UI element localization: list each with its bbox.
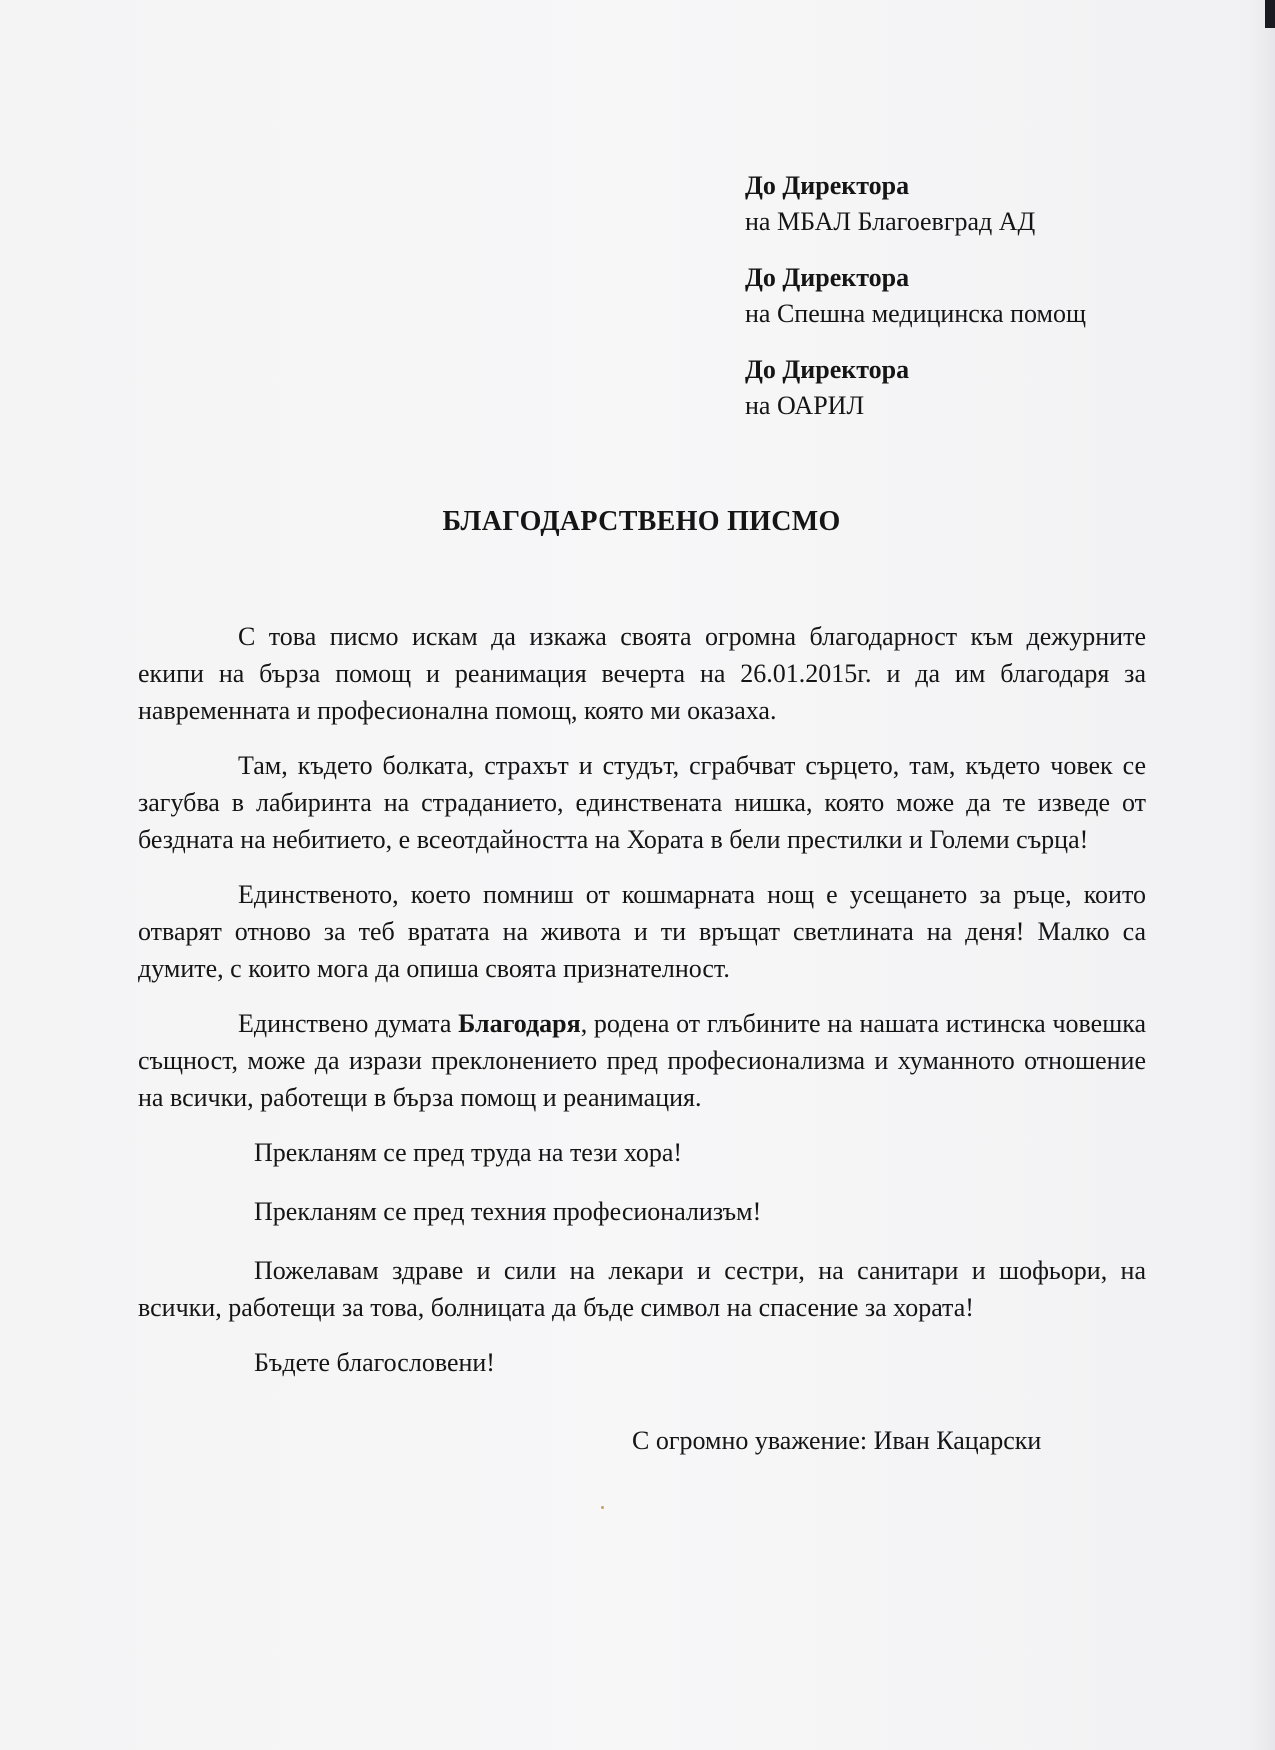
thanks-word: Благодаря — [458, 1009, 581, 1038]
signature: С огромно уважение: Иван Кацарски — [632, 1426, 1042, 1455]
addressee-org: на Спешна медицинска помощ — [745, 299, 1086, 328]
paragraph-pain: Там, където болката, страхът и студът, сграбчват сърцето, там, където човек се загубва в лабиринта на страданието, единствената нишка, която може да те изведе от бездната на небитието, е всеотдайността на Хората в бели престилки и Големи сърца! — [138, 751, 1146, 854]
paragraph-thanks-start: Единствено думата — [238, 1009, 459, 1038]
addressee-title: До Директора — [745, 355, 910, 384]
addressee-title: До Директора — [745, 171, 910, 200]
letter-heading-text: БЛАГОДАРСТВЕНО ПИСМО — [442, 506, 841, 537]
addressee-block — [745, 168, 1215, 444]
paragraph-thanks — [138, 1005, 1146, 1116]
addressee-org: на ОАРИЛ — [745, 391, 865, 420]
addressee-hospital — [745, 168, 1215, 240]
scan-edge — [1247, 0, 1275, 1750]
paragraph-gratitude: С това писмо искам да изкажа своята огромна благодарност към дежурните екипи на бърза помощ и реанимация вечерта на 26.01.2015г. и да им благодаря за навременната и професионална помощ, която ми оказаха. — [138, 622, 1146, 725]
letter-body — [138, 618, 1146, 1403]
paragraph-memory: Единственото, което помниш от кошмарната нощ е усещането за ръце, които отварят отново за теб вратата на живота и ти връщат светлината на деня! Малко са думите, с които мога да опиша своята признателност. — [138, 880, 1146, 983]
scan-speck — [601, 1506, 604, 1509]
paragraph-bow-professionalism: Прекланям се пред техния професионализъм! — [254, 1197, 762, 1226]
addressee-org: на МБАЛ Благоевград АД — [745, 207, 1036, 236]
scan-corner-mark — [1265, 0, 1275, 28]
paragraph-wishes: Пожелавам здраве и сили на лекари и сестри, на санитари и шофьори, на всички, работещи за това, болницата да бъде символ на спасение за хората! — [138, 1256, 1146, 1322]
paragraph-blessing: Бъдете благословени! — [254, 1348, 495, 1377]
letter-heading — [0, 506, 1275, 538]
addressee-emergency — [745, 260, 1215, 332]
paragraph-bow-work: Прекланям се пред труда на тези хора! — [254, 1138, 683, 1167]
addressee-title: До Директора — [745, 263, 910, 292]
addressee-icu — [745, 352, 1215, 424]
paragraph-thanks-end: , родена от глъбините на нашата истинска човешка същност, може да изрази преклонението пред професионализма и хуманното отношение на всички, работещи в бърза помощ и реанимация. — [138, 1009, 1146, 1112]
